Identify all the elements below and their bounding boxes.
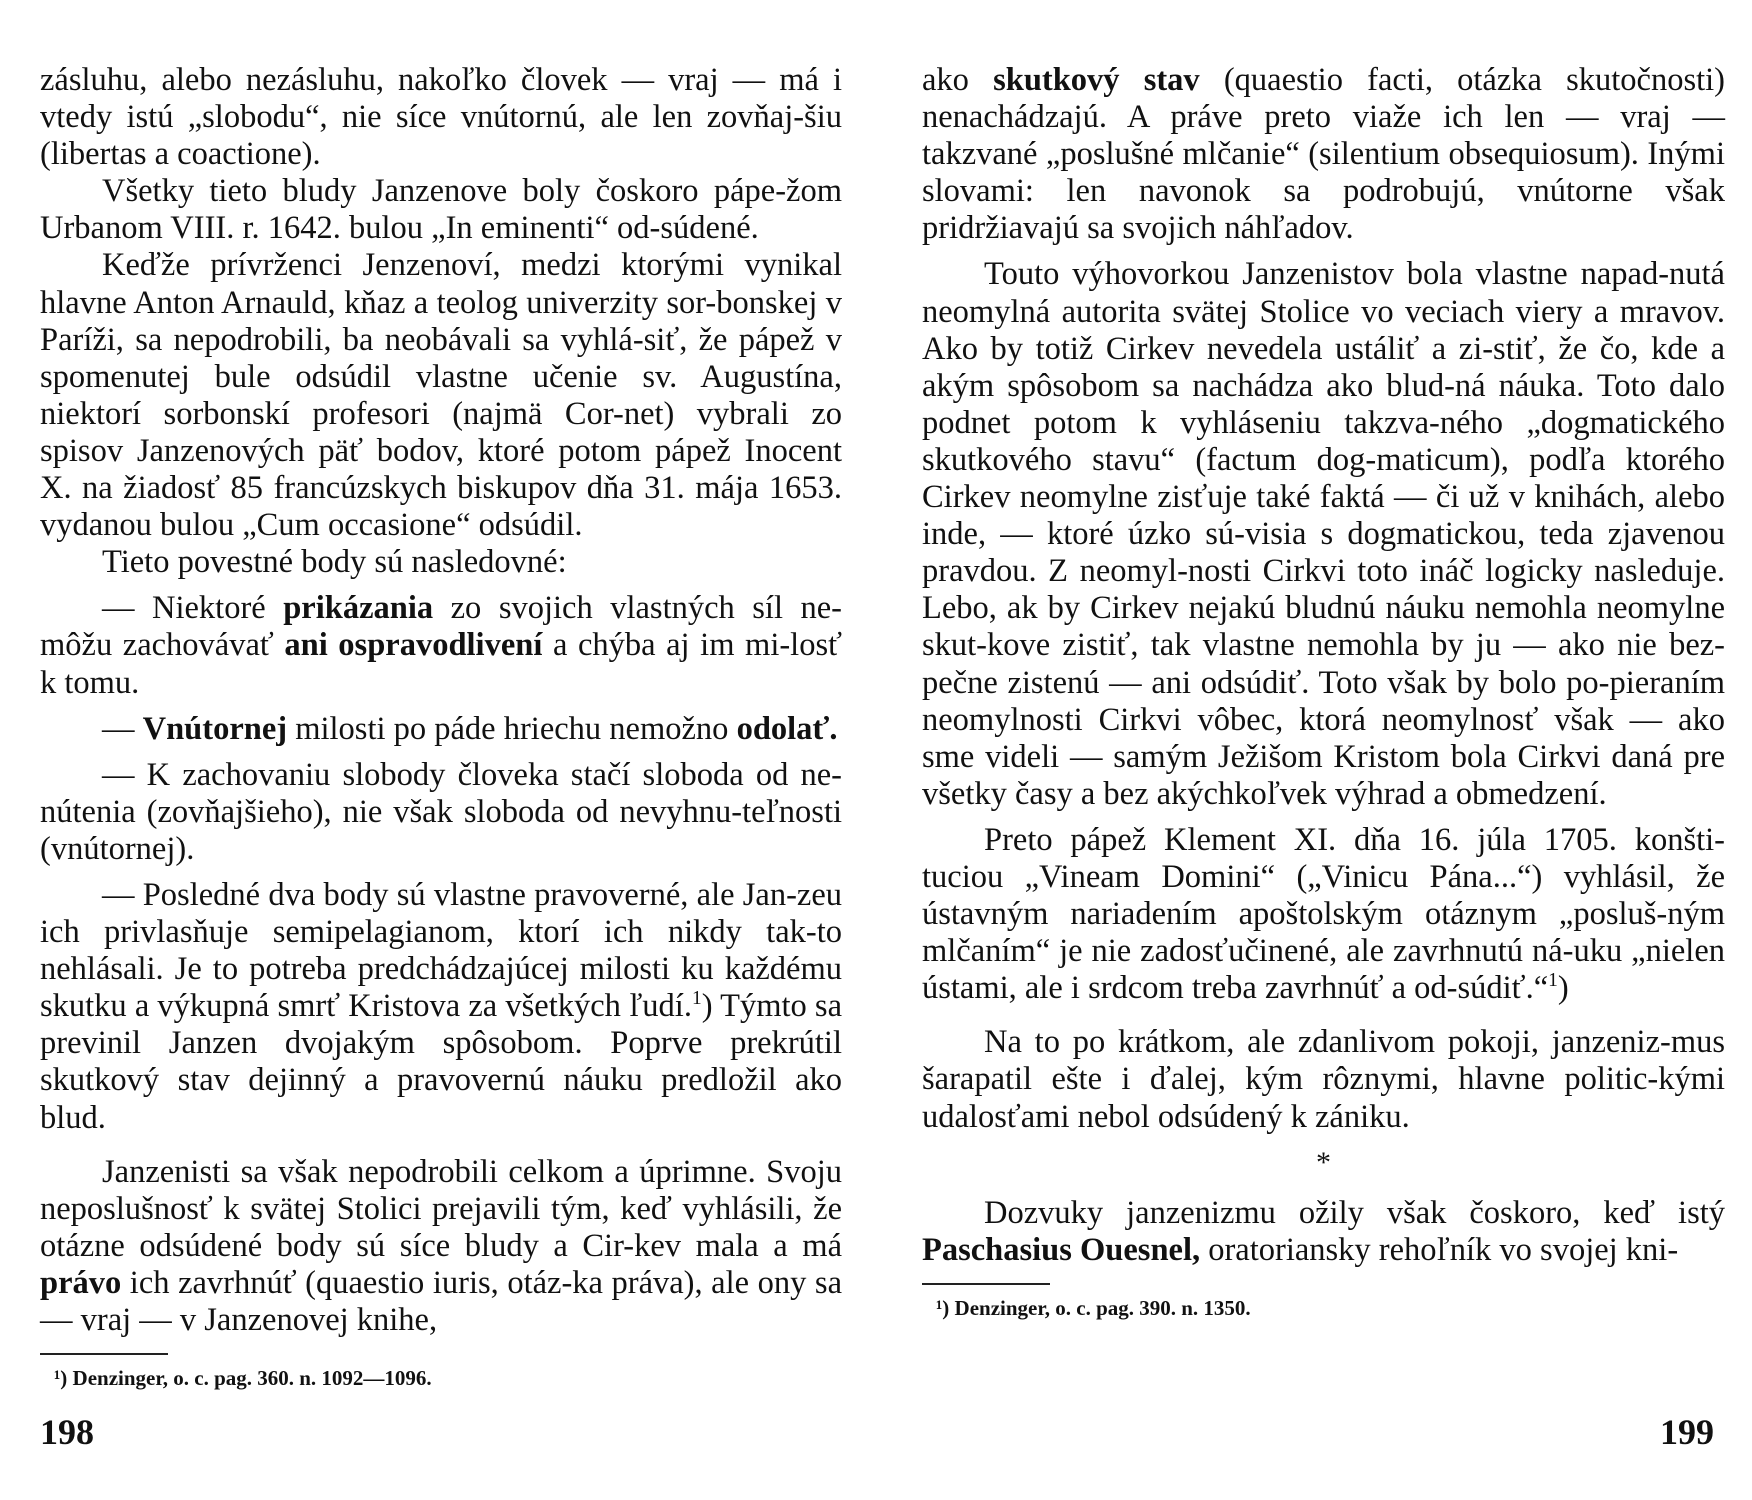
paragraph: Dozvuky janzenizmu ožily však čoskoro, keď istý Paschasius Ouesnel, oratoriansky rehoľník vo svojej kni- <box>922 1194 1725 1268</box>
page-number-right: 199 <box>1660 1412 1714 1452</box>
paragraph: Preto pápež Klement XI. dňa 16. júla 1705. konšti-tuciou „Vineam Domini“ („Vinicu Pána...“) vyhlásil, že ústavným nariadením apoštolským otáznym „posluš-ným mlčaním“ je nie zadosťučinené, ale zavrhnutú ná-uku „nielen ústami, ale i srdcom treba zavrhnúť a od-súdiť.“$^1$) <box>922 821 1725 1007</box>
right-page-text <box>922 62 1725 1269</box>
paragraph: ako skutkový stav (quaestio facti, otázka skutočnosti) nenachádzajú. A práve preto viaže ich len — vraj — takzvané „poslušné mlčanie“ (silentium obsequiosum). Inými slovami: len navonok sa podrobujú, vnútorne však pridržiavajú sa svojich náhľadov. <box>922 62 1725 247</box>
right-page <box>922 62 1725 1321</box>
page-number-left: 198 <box>40 1412 94 1452</box>
footnote: ¹) Denzinger, o. c. pag. 360. n. 1092—1096. <box>54 1366 432 1391</box>
paragraph: Na to po krátkom, ale zdanlivom pokoji, janzeniz-mus šarapatil ešte i ďalej, kým rôznymi, hlavne politic-kými udalosťami nebol odsúdený k zániku. <box>922 1024 1725 1135</box>
paragraph: Tieto povestné body sú nasledovné: <box>102 544 567 581</box>
paragraph: — K zachovaniu slobody človeka stačí sloboda od ne-nútenia (zovňajšieho), nie však sloboda od nevyhnu-teľnosti (vnútornej). <box>40 756 842 867</box>
paragraph: Janzenisti sa však nepodrobili celkom a úprimne. Svoju neposlušnosť k svätej Stolici prejavili tým, keď vyhlásili, že otázne odsúdené body sú síce bludy a Cir-kev mala a má právo ich zavrhnúť (quaestio iuris, otáz-ka práva), ale ony sa — vraj — v Janzenovej knihe, <box>40 1153 842 1338</box>
paragraph: zásluhu, alebo nezásluhu, nakoľko človek — vraj — má i vtedy istú „slobodu“, nie síce vnútornú, ale len zovňaj-šiu (libertas a coactione). <box>40 62 842 173</box>
footnote-rule <box>922 1283 1050 1285</box>
paragraph: — Niektoré prikázania zo svojich vlastných síl ne-môžu zachovávať ani ospravodlivení a chýba aj im mi-losť k tomu. <box>40 590 842 701</box>
left-page <box>40 62 842 1391</box>
paragraph: Všetky tieto bludy Janzenove boly čoskoro pápe-žom Urbanom VIII. r. 1642. bulou „In eminenti“ od-súdené. <box>40 173 842 247</box>
paragraph: — Vnútornej milosti po páde hriechu nemožno odolať. <box>102 710 838 747</box>
left-page-text <box>40 62 842 1339</box>
paragraph: Touto výhovorkou Janzenistov bola vlastne napad-nutá neomylná autorita svätej Stolice vo veciach viery a mravov. Ako by totiž Cirkev nevedela ustáliť a zi-stiť, že čo, kde a akým spôsobom sa nachádza ako blud-ná náuka. Toto dalo podnet potom k vyhláseniu takzva-ného „dogmatického skutkového stavu“ (factum dog-maticum), podľa ktorého Cirkev neomylne zisťuje také faktá — či už v knihách, alebo inde, — ktoré úzko sú-visia s dogmatickou, teda zjavenou pravdou. Z neomyl-nosti Cirkvi toto ináč logicky nasleduje. Lebo, ak by Cirkev nejakú bludnú náuku nemohla neomylne skut-kove zistiť, tak vlastne nemohla by ju — ako nie bez-pečne zistenú — ani odsúdiť. Toto však by bolo po-pieraním neomylnosti Cirkvi vôbec, ktorá neomylnosť však — ako sme videli — samým Ježišom Kristom bola Cirkvi daná pre všetky časy a bez akýchkoľvek výhrad a obmedzení. <box>922 256 1725 812</box>
footnote: ¹) Denzinger, o. c. pag. 390. n. 1350. <box>936 1295 1251 1320</box>
paragraph: Keďže prívrženci Jenzenoví, medzi ktorými vynikal hlavne Anton Arnauld, kňaz a teolog univerzity sor-bonskej v Paríži, sa nepodrobili, ba neobávali sa vyhlá-siť, že pápež v spomenutej bule odsúdil vlastne učenie sv. Augustína, niektorí sorbonskí profesori (najmä Cor-net) vybrali zo spisov Janzenových päť bodov, ktoré potom pápež Inocent X. na žiadosť 85 francúzskych biskupov dňa 31. mája 1653. vydanou bulou „Cum occasione“ odsúdil. <box>40 247 842 544</box>
paragraph: — Posledné dva body sú vlastne pravoverné, ale Jan-zeu ich privlasňuje semipelagianom, ktorí ich nikdy tak-to nehlásali. Je to potreba predchádzajúcej milosti ku každému skutku a výkupná smrť Kristova za všetkých ľudí.$^1$) Týmto sa previnil Janzen dvojakým spôsobom. Poprve prekrútil skutkový stav dejinný a pravovernú náuku predložil ako blud. <box>40 876 842 1136</box>
footnote-rule <box>40 1353 168 1355</box>
section-separator: * <box>1316 1145 1331 1179</box>
